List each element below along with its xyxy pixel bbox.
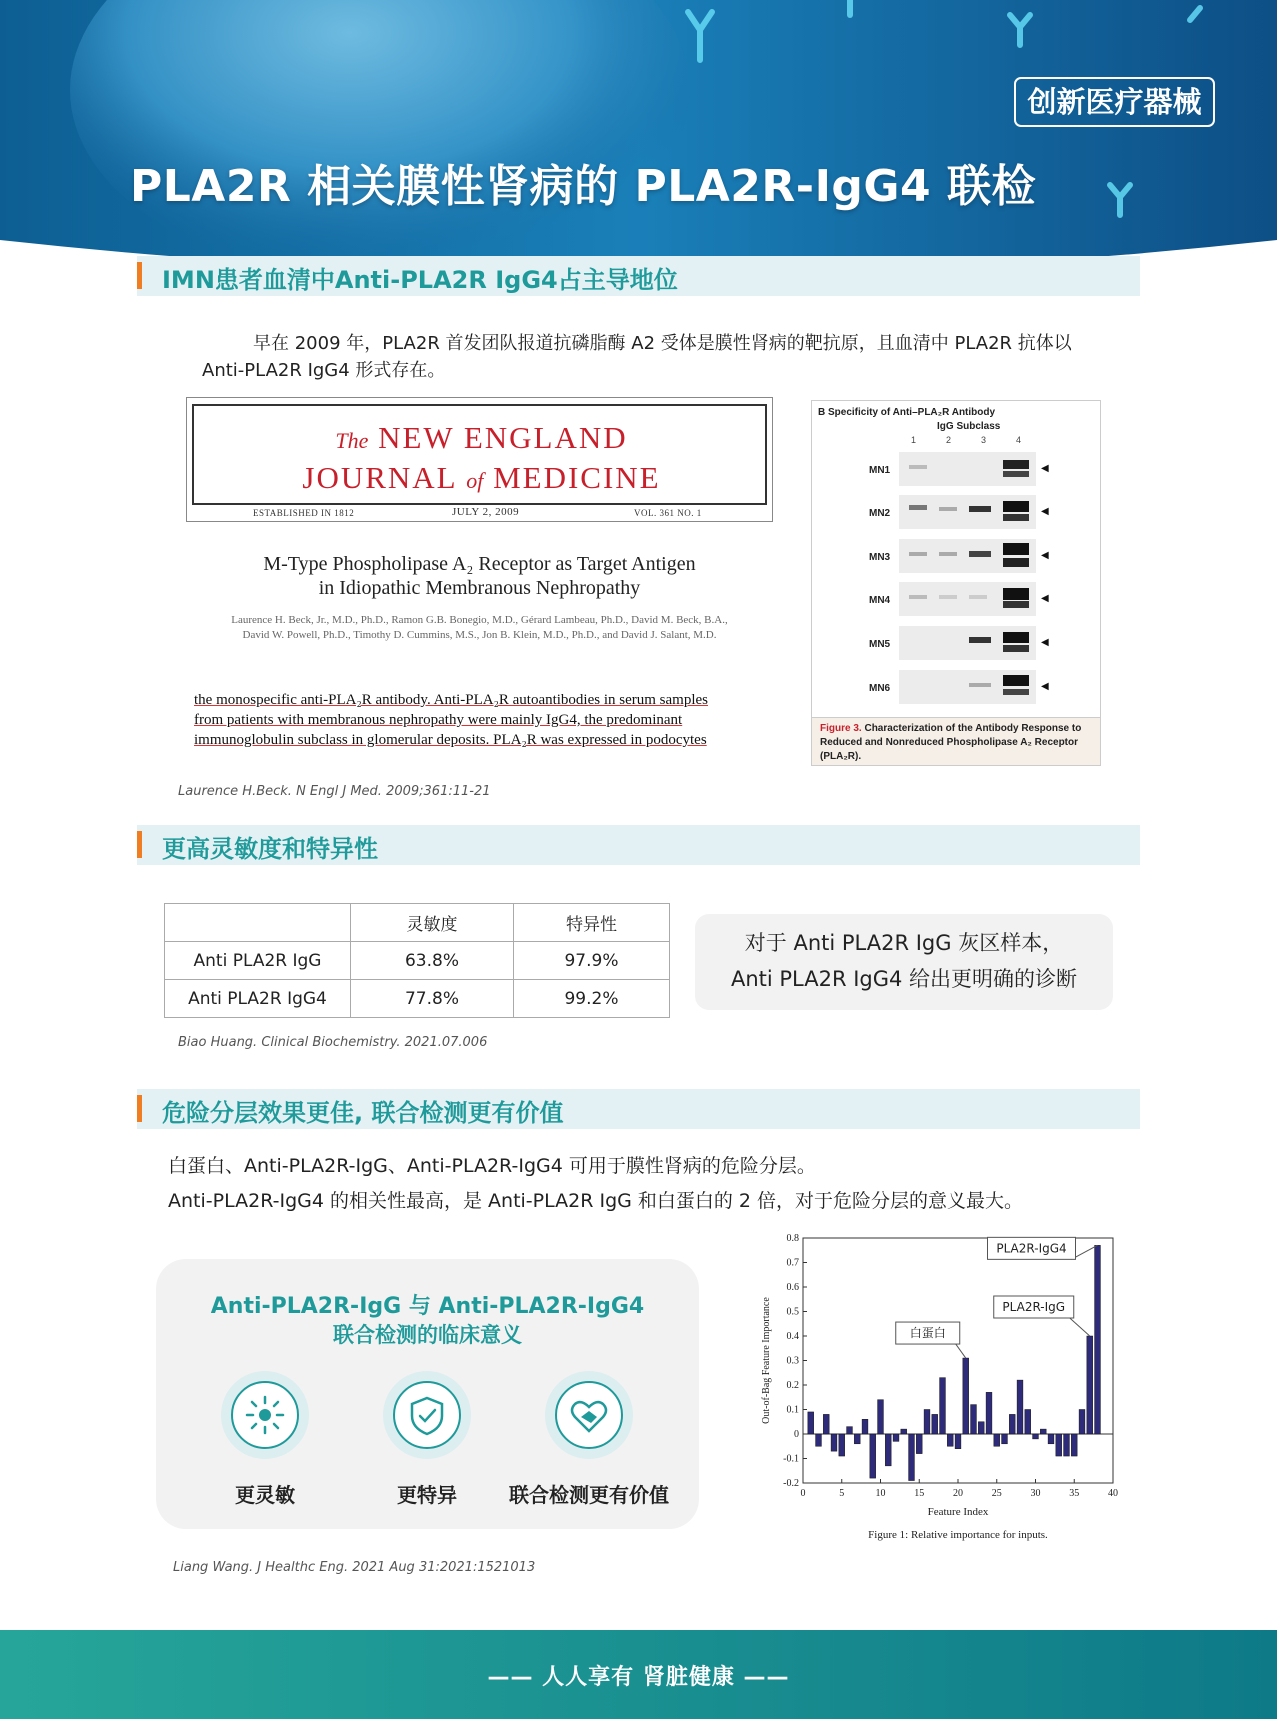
table-header-row bbox=[165, 904, 670, 942]
chart-y-tick-label: 0.6 bbox=[786, 1282, 799, 1293]
chart-annotation-label: PLA2R-IgG4 bbox=[996, 1241, 1067, 1256]
feature-label: 联合检测更有价值 bbox=[509, 1483, 669, 1507]
chart-bar bbox=[870, 1434, 876, 1478]
chart-annotation-label: 白蛋白 bbox=[909, 1326, 946, 1341]
chart-x-tick-label: 0 bbox=[800, 1488, 806, 1499]
heading-accent-bar bbox=[137, 831, 142, 858]
table-cell: 97.9% bbox=[514, 942, 670, 980]
blot-band-panel bbox=[899, 626, 1036, 660]
chart-x-tick-label: 40 bbox=[1108, 1488, 1118, 1499]
section1-citation: Laurence H.Beck. N Engl J Med. 2009;361:11-21 bbox=[178, 784, 491, 799]
chart-bar bbox=[916, 1434, 922, 1454]
blot-band-panel bbox=[899, 582, 1036, 616]
section2-citation: Biao Huang. Clinical Biochemistry. 2021.07.006 bbox=[178, 1035, 488, 1050]
blot-lane-1: 1 bbox=[911, 435, 917, 445]
chart-annotation-leader bbox=[956, 1344, 966, 1358]
table-row bbox=[165, 942, 670, 980]
gray-zone-note bbox=[695, 914, 1113, 1010]
nejm-established: ESTABLISHED IN 1812 bbox=[253, 508, 355, 518]
section3-paragraph-line2: Anti-PLA2R-IgG4 的相关性最高，是 Anti-PLA2R IgG 和白蛋白的 2 倍，对于危险分层的意义最大。 bbox=[168, 1190, 1024, 1212]
blot-row-label: MN6 bbox=[869, 683, 891, 694]
chart-bar bbox=[1017, 1380, 1023, 1434]
chart-y-tick-label: 0 bbox=[794, 1429, 799, 1440]
chart-bar bbox=[1095, 1245, 1101, 1434]
chart-y-tick-label: 0.8 bbox=[786, 1233, 799, 1244]
chart-bar bbox=[955, 1434, 961, 1449]
section3-citation: Liang Wang. J Healthc Eng. 2021 Aug 31:2021:1521013 bbox=[173, 1560, 536, 1575]
chart-bar bbox=[963, 1358, 969, 1434]
combo-title-line1: Anti-PLA2R-IgG 与 Anti-PLA2R-IgG4 bbox=[210, 1294, 645, 1319]
table-header-cell: 特异性 bbox=[514, 904, 670, 942]
feature-importance-chart bbox=[755, 1228, 1125, 1548]
nejm-date: JULY 2, 2009 bbox=[452, 506, 520, 518]
chart-y-tick-label: 0.1 bbox=[786, 1404, 799, 1416]
chart-bar bbox=[1064, 1434, 1070, 1456]
blot-band-panel bbox=[899, 670, 1036, 704]
section3-heading-text: 危险分层效果更佳, 联合检测更有价值 bbox=[162, 1099, 564, 1127]
chart-bar bbox=[1079, 1410, 1085, 1435]
chart-bar bbox=[901, 1429, 907, 1434]
section2-heading bbox=[137, 825, 1140, 865]
chart-bar bbox=[893, 1434, 899, 1441]
blot-lane-3: 3 bbox=[981, 435, 987, 445]
chart-bar bbox=[1009, 1414, 1015, 1434]
blot-row-label: MN1 bbox=[869, 465, 891, 476]
western-blot-figure bbox=[811, 400, 1101, 766]
blot-arrow: ◀ bbox=[1041, 463, 1049, 474]
nejm-article-excerpt bbox=[186, 397, 773, 762]
chart-y-tick-label: 0.5 bbox=[786, 1306, 799, 1318]
heading-accent-bar bbox=[137, 1095, 142, 1122]
blot-arrow: ◀ bbox=[1041, 593, 1049, 604]
nejm-masthead-line2: JOURNAL of MEDICINE bbox=[302, 460, 661, 495]
chart-x-tick-label: 25 bbox=[991, 1488, 1002, 1499]
chart-y-tick-label: 0.7 bbox=[786, 1257, 799, 1269]
chart-x-tick-label: 20 bbox=[953, 1488, 963, 1499]
chart-bar bbox=[831, 1434, 837, 1451]
blot-band-panel bbox=[899, 452, 1036, 486]
chart-bar bbox=[1056, 1434, 1062, 1456]
chart-bar bbox=[854, 1434, 860, 1444]
chart-bar bbox=[986, 1392, 992, 1434]
chart-caption: Figure 1: Relative importance for inputs. bbox=[868, 1529, 1048, 1541]
chart-bar bbox=[816, 1434, 822, 1446]
blot-row-label: MN4 bbox=[869, 595, 891, 606]
chart-bar bbox=[847, 1427, 853, 1434]
nejm-authors: Laurence H. Beck, Jr., M.D., Ph.D., Ramon G.B. Bonegio, M.D., Gérard Lambeau, Ph.D., David M. Beck, B.A., David W. Powell, Ph.D., Timothy D. Cummins, M.S., Jon B. Klein, M.D., Ph.D., and David J. Salant, M.D. bbox=[231, 614, 728, 641]
nejm-body-excerpt: the monospecific anti-PLA₂R antibody. Anti-PLA₂R autoantibodies in serum samples from patients with membranous nephropathy were mainly IgG4, the predominant immunoglobulin subclass in glomerular deposits. PLA₂R was expressed in podocytes bbox=[194, 692, 708, 748]
nejm-masthead bbox=[186, 397, 773, 522]
chart-bar bbox=[940, 1378, 946, 1434]
chart-y-tick-label: -0.2 bbox=[783, 1478, 799, 1489]
blot-arrow: ◀ bbox=[1041, 681, 1049, 692]
chart-bar bbox=[1040, 1429, 1046, 1434]
chart-y-axis-label: Out-of-Bag Feature Importance bbox=[761, 1297, 772, 1424]
chart-bar bbox=[924, 1410, 930, 1435]
blot-lane-4: 4 bbox=[1016, 435, 1022, 445]
chart-bar bbox=[1002, 1434, 1008, 1444]
chart-bar bbox=[994, 1434, 1000, 1446]
chart-x-axis-label: Feature Index bbox=[927, 1506, 989, 1518]
blot-caption: Figure 3. Characterization of the Antibody Response to Reduced and Nonreduced Phospholipase A₂ Receptor (PLA₂R). bbox=[812, 717, 1100, 765]
sun-icon bbox=[233, 1383, 301, 1451]
section3-paragraph-line1: 白蛋白、Anti-PLA2R-IgG、Anti-PLA2R-IgG4 可用于膜性肾病的危险分层。 bbox=[168, 1155, 816, 1177]
chart-annotation-leader bbox=[1070, 1318, 1090, 1336]
chart-bar bbox=[909, 1434, 915, 1481]
section2-heading-text: 更高灵敏度和特异性 bbox=[162, 835, 378, 863]
chart-y-tick-label: 0.2 bbox=[786, 1380, 799, 1391]
table-cell: 77.8% bbox=[351, 980, 514, 1018]
page-title: PLA2R 相关膜性肾病的 PLA2R-IgG4 联检 bbox=[130, 161, 1036, 212]
chart-bar bbox=[839, 1434, 845, 1456]
table-cell: 63.8% bbox=[351, 942, 514, 980]
chart-bar bbox=[878, 1400, 884, 1434]
note-line2: Anti PLA2R IgG4 给出更明确的诊断 bbox=[730, 967, 1078, 991]
chart-bar bbox=[1033, 1434, 1039, 1439]
shield-check-icon bbox=[395, 1383, 463, 1451]
chart-bar bbox=[885, 1434, 891, 1466]
table-cell: Anti PLA2R IgG bbox=[165, 942, 351, 980]
combined-detection-box bbox=[156, 1259, 699, 1529]
note-line1: 对于 Anti PLA2R IgG 灰区样本， bbox=[744, 931, 1064, 955]
feature-sensitive bbox=[180, 1371, 350, 1508]
chart-annotation-label: PLA2R-IgG bbox=[1002, 1300, 1066, 1314]
section1-heading bbox=[137, 256, 1140, 296]
chart-x-tick-label: 35 bbox=[1069, 1488, 1080, 1499]
nejm-volume: VOL. 361 NO. 1 bbox=[634, 508, 702, 518]
nejm-masthead-border bbox=[192, 404, 767, 505]
chart-bar bbox=[1048, 1434, 1054, 1444]
feature-specific bbox=[342, 1371, 512, 1508]
chart-bar bbox=[947, 1434, 953, 1446]
sensitivity-specificity-table bbox=[164, 903, 670, 1018]
blot-arrow: ◀ bbox=[1041, 550, 1049, 561]
blot-arrow: ◀ bbox=[1041, 506, 1049, 517]
chart-bar bbox=[971, 1405, 977, 1434]
table-row bbox=[165, 980, 670, 1018]
blot-row-label: MN3 bbox=[869, 552, 891, 563]
table-cell: 99.2% bbox=[514, 980, 670, 1018]
chart-x-tick-label: 30 bbox=[1030, 1488, 1041, 1499]
chart-x-tick-label: 5 bbox=[839, 1488, 845, 1499]
feature-label: 更灵敏 bbox=[235, 1483, 295, 1507]
section3-heading bbox=[137, 1089, 1140, 1129]
chart-bar bbox=[823, 1414, 829, 1434]
blot-row-label: MN5 bbox=[869, 639, 891, 650]
footer-slogan: —— 人人享有 肾脏健康 —— bbox=[487, 1665, 790, 1690]
table-header-cell: 灵敏度 bbox=[351, 904, 514, 942]
blot-band-panel bbox=[899, 495, 1036, 529]
chart-bar bbox=[862, 1419, 868, 1434]
feature-label: 更特异 bbox=[397, 1483, 457, 1507]
heading-accent-bar bbox=[137, 262, 142, 289]
section1-heading-text: IMN患者血清中Anti-PLA2R IgG4占主导地位 bbox=[162, 266, 678, 294]
table-cell: Anti PLA2R IgG4 bbox=[165, 980, 351, 1018]
combo-title-line2: 联合检测的临床意义 bbox=[333, 1323, 522, 1347]
chart-x-tick-label: 15 bbox=[914, 1488, 925, 1499]
section1-paragraph-line1: 早在 2009 年，PLA2R 首发团队报道抗磷脂酶 A2 受体是膜性肾病的靶抗原，且血清中 PLA2R 抗体以 bbox=[253, 333, 1072, 354]
chart-bar bbox=[932, 1414, 938, 1434]
blot-lane-2: 2 bbox=[946, 435, 952, 445]
chart-bar bbox=[978, 1422, 984, 1434]
blot-heading: B Specificity of Anti–PLA₂R Antibody bbox=[818, 407, 996, 418]
blot-row-label: MN2 bbox=[869, 508, 891, 519]
chart-y-tick-label: 0.4 bbox=[786, 1331, 799, 1342]
heart-handshake-icon bbox=[557, 1383, 625, 1451]
chart-bar bbox=[1087, 1336, 1093, 1434]
footer-bar bbox=[0, 1630, 1277, 1719]
chart-bar bbox=[1025, 1410, 1031, 1435]
chart-y-tick-label: 0.3 bbox=[786, 1355, 799, 1367]
header-background bbox=[0, 0, 1277, 285]
nejm-article-title: M-Type Phospholipase A₂ Receptor as Target Antigen in Idiopathic Membranous Nephropathy bbox=[263, 553, 696, 599]
section1-paragraph-line2: Anti-PLA2R IgG4 形式存在。 bbox=[202, 360, 446, 381]
blot-subheading: IgG Subclass bbox=[937, 421, 1001, 432]
chart-y-tick-label: -0.1 bbox=[783, 1453, 799, 1465]
innovation-badge: 创新医疗器械 bbox=[1014, 77, 1215, 127]
blot-arrow: ◀ bbox=[1041, 637, 1049, 648]
header-banner bbox=[0, 0, 1277, 285]
table-header-cell bbox=[165, 904, 351, 942]
chart-x-tick-label: 10 bbox=[875, 1488, 886, 1499]
feature-combined-value bbox=[504, 1371, 674, 1508]
blot-band-panel bbox=[899, 539, 1036, 573]
chart-bar bbox=[1071, 1434, 1077, 1456]
nejm-masthead-line1: The NEW ENGLAND bbox=[335, 420, 628, 455]
chart-bar bbox=[808, 1412, 814, 1434]
